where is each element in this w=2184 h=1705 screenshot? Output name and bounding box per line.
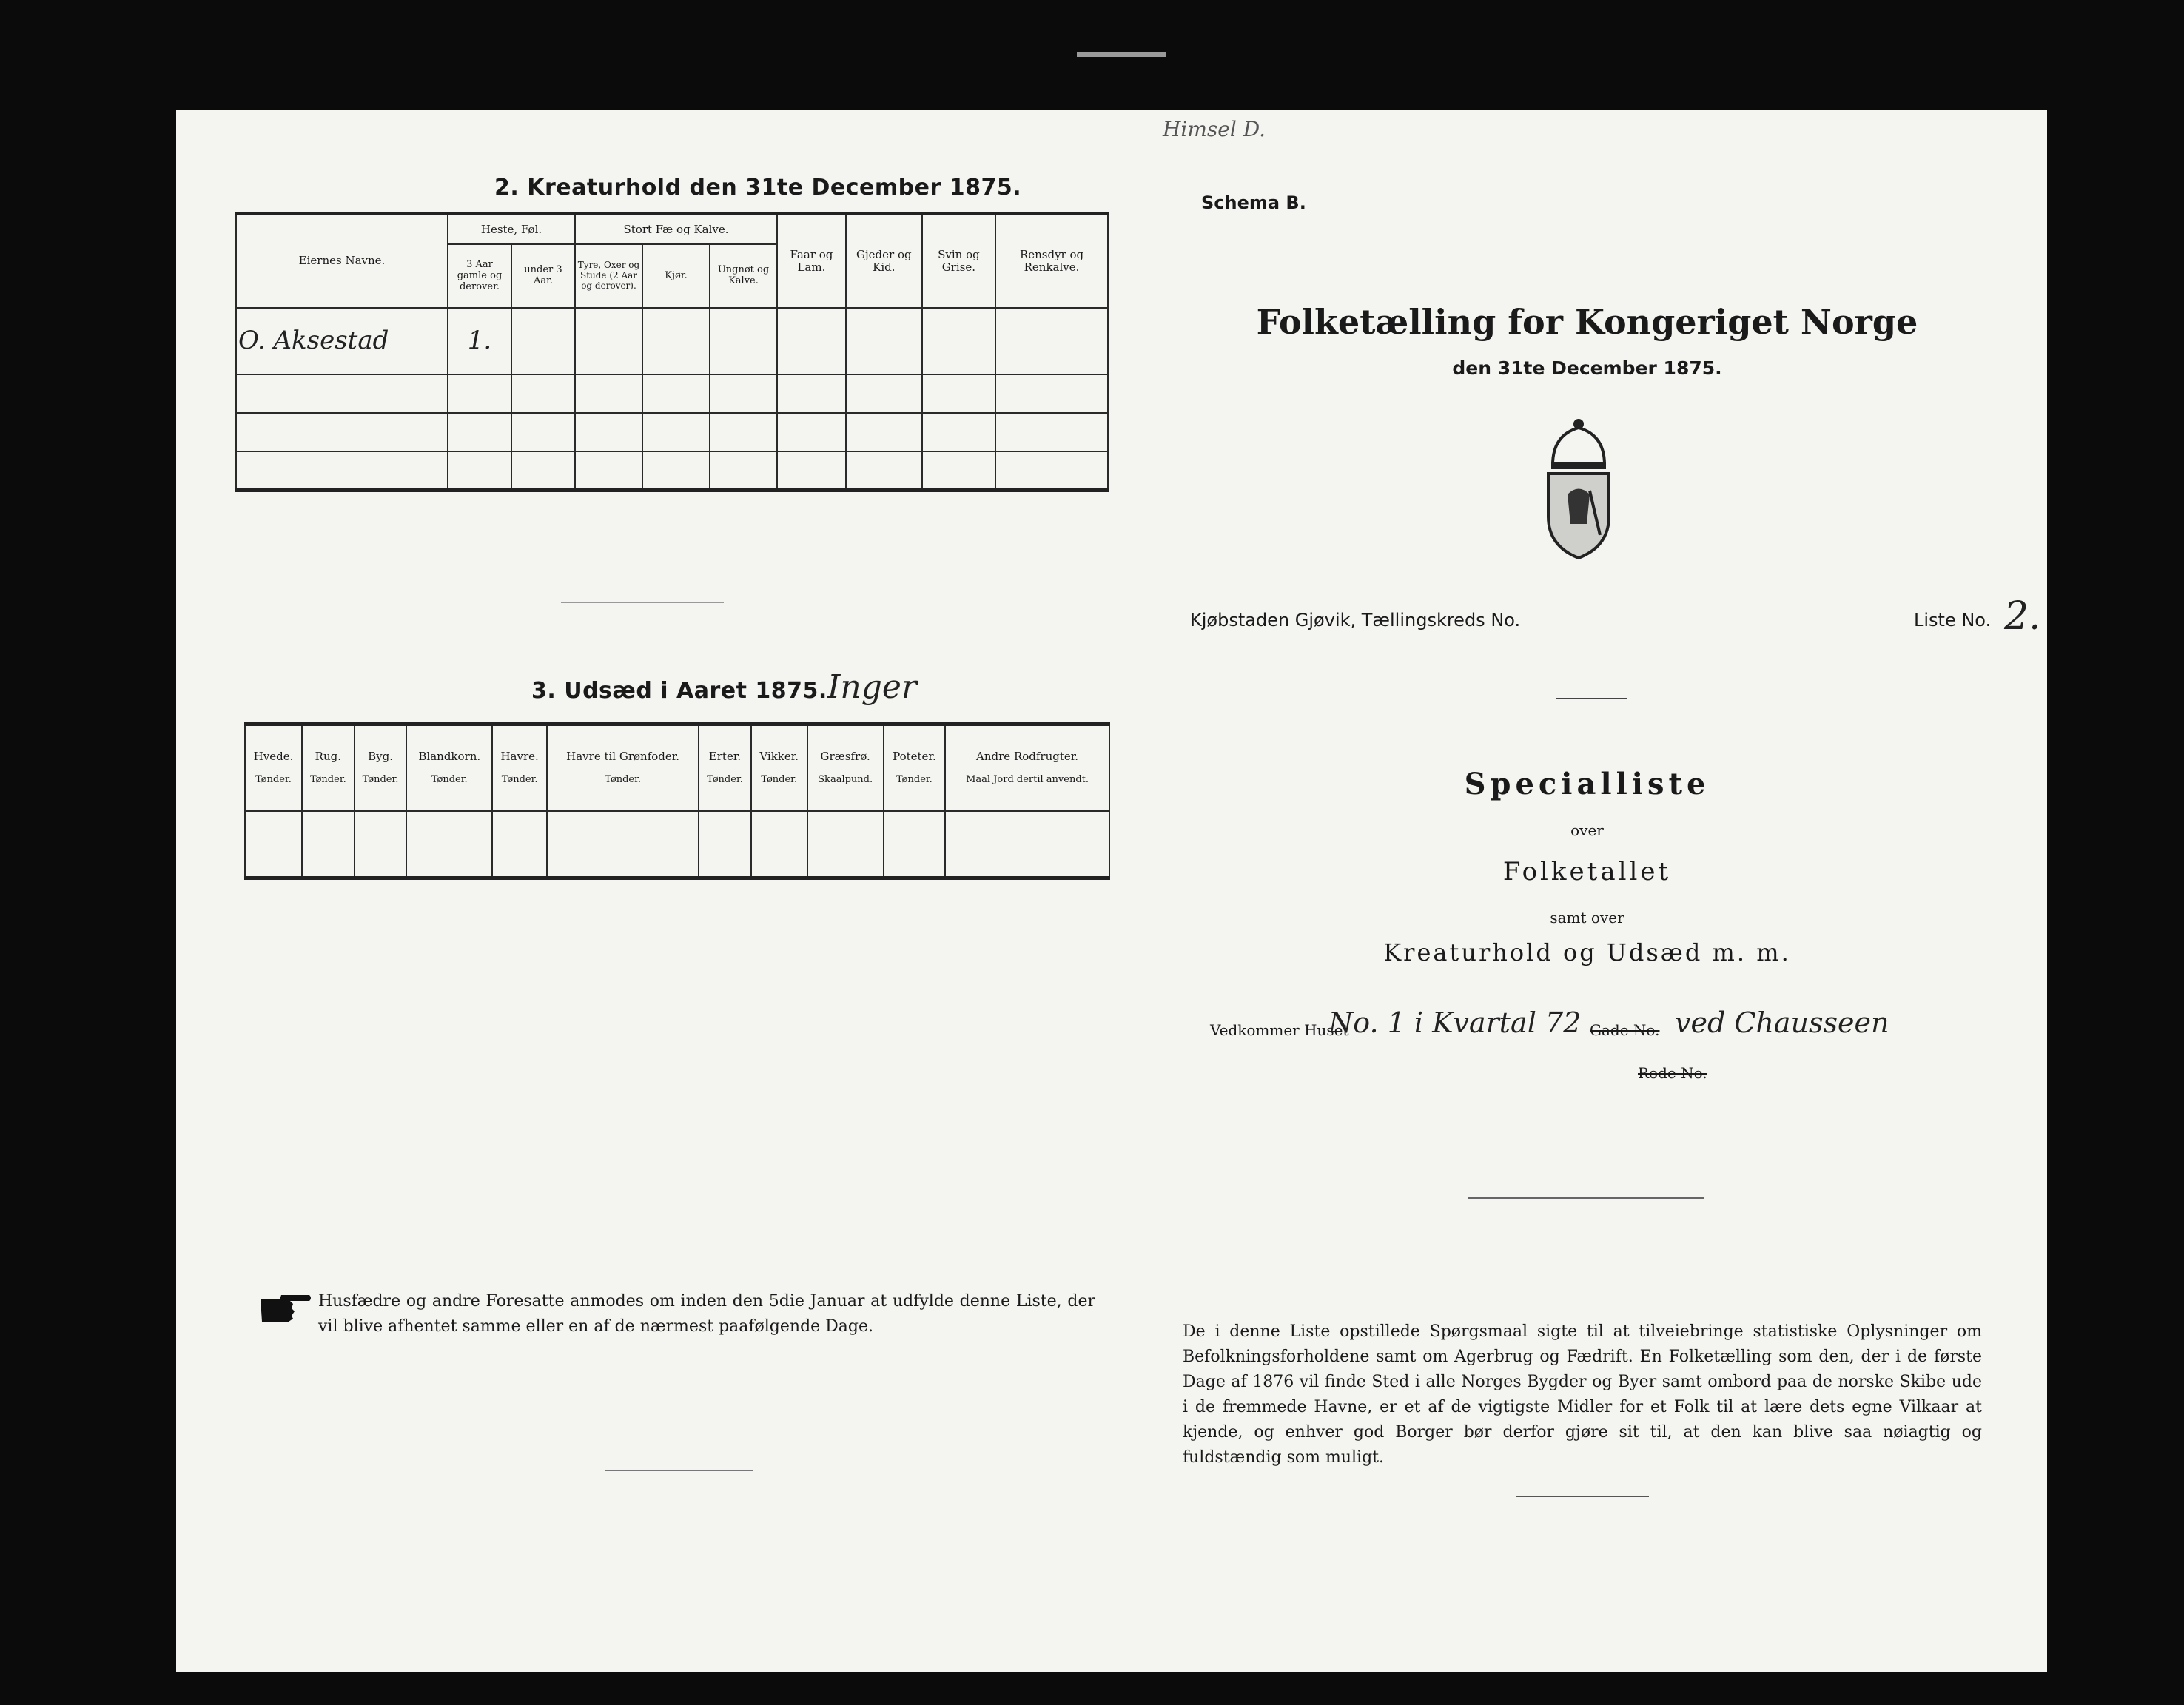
crop-unit: Tønder. <box>707 774 743 786</box>
livestock-table <box>235 212 1109 492</box>
header-pigs: Svin og Grise. <box>922 214 995 309</box>
vedkommer-hand-2: ved Chausseen <box>1675 1006 1889 1039</box>
crop-value-cell <box>547 811 699 878</box>
header-horses: Heste, Føl. <box>448 214 575 245</box>
district-line: Kjøbstaden Gjøvik, Tællingskreds No. <box>1190 610 1521 630</box>
crop-header <box>807 724 884 812</box>
divider <box>1516 1496 1649 1497</box>
liste-label: Liste No. <box>1914 610 1992 630</box>
crop-name: Græsfrø. <box>820 749 870 763</box>
crop-name: Havre til Grønfoder. <box>566 749 680 763</box>
crop-unit: Tønder. <box>431 774 468 786</box>
divider <box>1468 1197 1704 1199</box>
crop-header <box>245 724 302 812</box>
gade-label: Gade No. <box>1590 1021 1660 1039</box>
specialliste-title: Specialliste <box>1464 767 1710 801</box>
header-reindeer: Rensdyr og Renkalve. <box>995 214 1108 309</box>
crop-name: Vikker. <box>759 749 799 763</box>
right-page <box>1127 110 2047 1672</box>
divider <box>605 1470 753 1471</box>
crop-unit: Tønder. <box>761 774 798 786</box>
owner-cell: O. Aksestad <box>236 308 448 374</box>
vedkommer-hand-1: No. 1 i Kvartal 72 <box>1328 1006 1582 1039</box>
crop-name: Erter. <box>708 749 742 763</box>
crop-value-cell <box>492 811 547 878</box>
crop-unit: Tønder. <box>362 774 399 786</box>
crop-value-cell <box>945 811 1109 878</box>
crop-name: Rug. <box>315 749 341 763</box>
crop-unit: Maal Jord dertil anvendt. <box>966 774 1089 786</box>
section3-handwritten: Inger <box>827 668 917 706</box>
header-cattle-young: Ungnøt og Kalve. <box>710 244 777 308</box>
vedkommer-label: Vedkommer Huset <box>1210 1021 1349 1039</box>
left-page <box>176 110 1125 1672</box>
notice-text: Husfædre og andre Foresatte anmodes om inden den 5die Januar at udfylde denne Liste, der vil blive afhentet samme eller en af de nærmest paafølgende Dage. <box>318 1292 1095 1336</box>
header-cattle: Stort Fæ og Kalve. <box>575 214 777 245</box>
crop-value-cell <box>884 811 945 878</box>
header-owner: Eiernes Navne. <box>236 214 448 309</box>
crop-name: Poteter. <box>893 749 936 763</box>
crop-unit: Tønder. <box>255 774 292 786</box>
crop-name: Byg. <box>368 749 393 763</box>
section2-title: 2. Kreaturhold den 31te December 1875. <box>494 175 1022 201</box>
corner-note: Himsel D. <box>1163 117 1266 141</box>
crop-value-cell <box>355 811 407 878</box>
crop-header <box>302 724 355 812</box>
crop-value-cell <box>699 811 751 878</box>
section3-title: 3. Udsæd i Aaret 1875. <box>531 678 827 704</box>
footer-text: De i denne Liste opstillede Spørgsmaal sigte til at tilveiebringe statistiske Oplysninger om Befolkningsforholdene samt om Agerbrug og Fædrift. En Folketælling som den, der i de første Dage af 1876 vil finde Sted i alle Norges Bygder og Byer samt ombord paa de norske Skibe ude i de fremmede Havne, er et af de vigtigste Midler for et Folk til at lære dets egne Vilkaar at kjende, og enhver god Borger bør derfor gjøre sit til, at den kan blive saa nøiagtig og fuldstændig som muligt. <box>1183 1322 1982 1467</box>
divider <box>561 602 724 603</box>
scan-edge-mark <box>1077 52 1166 57</box>
census-sheet <box>176 110 2047 1672</box>
header-horses-young: under 3 Aar. <box>511 244 575 308</box>
crop-unit: Tønder. <box>896 774 933 786</box>
liste-value: 2. <box>2004 594 2041 639</box>
header-goats: Gjeder og Kid. <box>846 214 922 309</box>
header-cattle-bulls: Tyre, Oxer og Stude (2 Aar og derover). <box>575 244 642 308</box>
crop-header <box>884 724 945 812</box>
header-cattle-cows: Kjør. <box>642 244 710 308</box>
samt-over-text: samt over <box>1550 909 1624 927</box>
crop-header <box>355 724 407 812</box>
horses-old-cell: 1. <box>448 308 511 374</box>
crop-name: Blandkorn. <box>418 749 481 763</box>
crop-unit: Tønder. <box>605 774 642 786</box>
table-row <box>236 413 1108 451</box>
table-row <box>236 308 1108 374</box>
over-text: over <box>1570 821 1604 839</box>
crop-value-cell <box>406 811 492 878</box>
divider <box>1556 698 1627 699</box>
crop-header <box>547 724 699 812</box>
date-line: den 31te December 1875. <box>1452 357 1722 379</box>
crop-value-cell <box>245 811 302 878</box>
norwegian-coat-of-arms-icon <box>1538 413 1619 561</box>
crop-name: Havre. <box>500 749 539 763</box>
crop-value-cell <box>302 811 355 878</box>
page-title: Folketælling for Kongeriget Norge <box>1256 302 1918 342</box>
crop-table <box>244 722 1110 880</box>
crop-header <box>406 724 492 812</box>
pointing-hand-icon <box>259 1292 312 1325</box>
rode-label: Rode No. <box>1638 1064 1707 1082</box>
kreaturhold-text: Kreaturhold og Udsæd m. m. <box>1383 938 1791 966</box>
crop-name: Andre Rodfrugter. <box>976 749 1079 763</box>
crop-header <box>945 724 1109 812</box>
header-horses-old: 3 Aar gamle og derover. <box>448 244 511 308</box>
crop-unit: Skaalpund. <box>818 774 873 786</box>
crop-value-cell <box>807 811 884 878</box>
folketallet-text: Folketallet <box>1502 857 1672 887</box>
crop-value-cell <box>751 811 807 878</box>
crop-unit: Tønder. <box>501 774 538 786</box>
crop-unit: Tønder. <box>309 774 346 786</box>
crop-header <box>492 724 547 812</box>
table-row <box>236 451 1108 490</box>
crop-header <box>699 724 751 812</box>
header-sheep: Faar og Lam. <box>777 214 846 309</box>
schema-label: Schema B. <box>1201 192 1306 213</box>
crop-header <box>751 724 807 812</box>
table-row <box>236 374 1108 413</box>
crop-name: Hvede. <box>253 749 294 763</box>
